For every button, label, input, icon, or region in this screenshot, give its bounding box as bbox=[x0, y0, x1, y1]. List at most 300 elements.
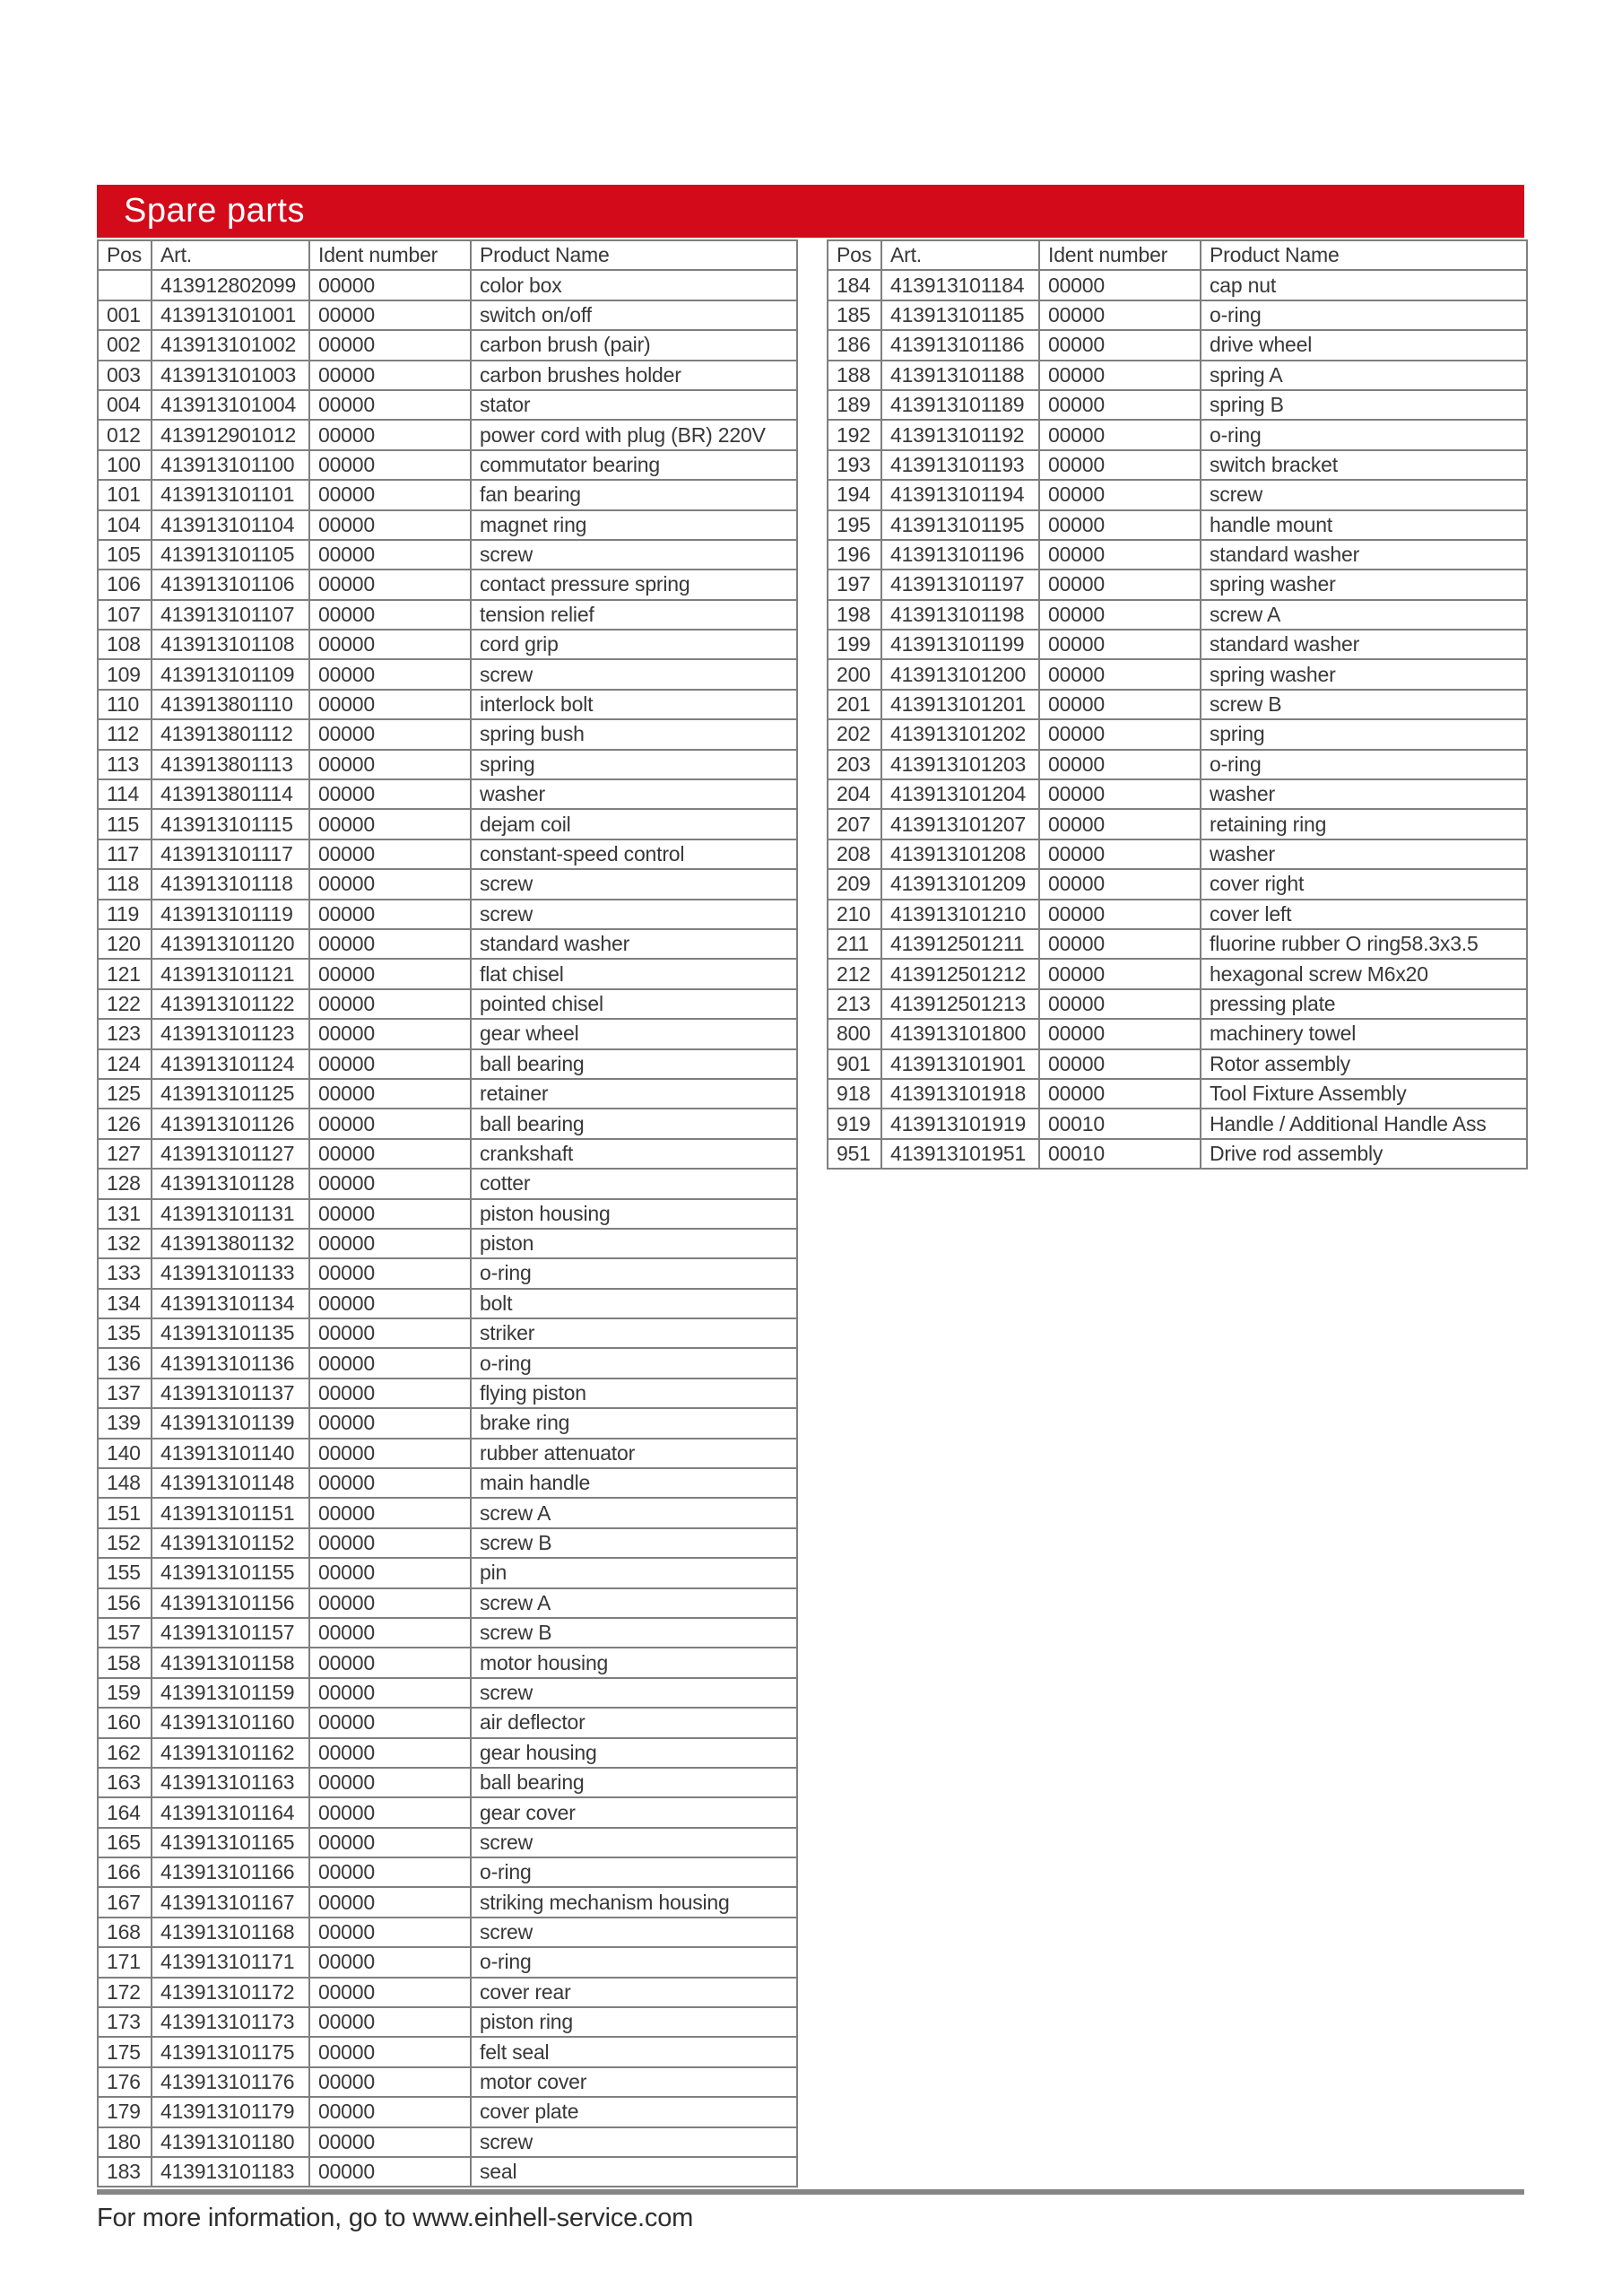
cell-product: striker bbox=[471, 1318, 797, 1348]
table-row bbox=[828, 1139, 1527, 1169]
table-row bbox=[98, 1109, 797, 1138]
cell-product: cord grip bbox=[471, 630, 797, 659]
cell-art: 413913101201 bbox=[881, 690, 1039, 719]
cell-pos: 901 bbox=[828, 1049, 881, 1079]
cell-ident: 00000 bbox=[309, 2097, 471, 2126]
cell-ident: 00000 bbox=[309, 1439, 471, 1468]
cell-art: 413913101171 bbox=[152, 1947, 309, 1977]
cell-ident: 00000 bbox=[309, 420, 471, 449]
cell-pos: 164 bbox=[98, 1797, 152, 1827]
cell-art: 413913101101 bbox=[152, 480, 309, 509]
table-row bbox=[828, 570, 1527, 599]
table-row bbox=[98, 330, 797, 360]
cell-product: gear wheel bbox=[471, 1019, 797, 1048]
cell-product: screw bbox=[471, 659, 797, 689]
cell-pos: 119 bbox=[98, 900, 152, 929]
cell-art: 413913101100 bbox=[152, 450, 309, 480]
cell-art: 413913101126 bbox=[152, 1109, 309, 1138]
table-row bbox=[98, 1558, 797, 1587]
cell-ident: 00010 bbox=[1039, 1109, 1201, 1138]
cell-product: Handle / Additional Handle Ass bbox=[1201, 1109, 1527, 1138]
table-row bbox=[98, 630, 797, 659]
cell-pos: 212 bbox=[828, 959, 881, 988]
cell-art: 413913101139 bbox=[152, 1408, 309, 1438]
cell-product: ball bearing bbox=[471, 1109, 797, 1138]
cell-art: 413913101195 bbox=[881, 510, 1039, 540]
table-row bbox=[98, 1947, 797, 1977]
cell-pos: 202 bbox=[828, 719, 881, 749]
cell-product: color box bbox=[471, 270, 797, 300]
cell-art: 413913101196 bbox=[881, 540, 1039, 570]
cell-product: retaining ring bbox=[1201, 809, 1527, 839]
cell-ident: 00000 bbox=[309, 1947, 471, 1977]
table-row bbox=[98, 270, 797, 300]
cell-ident: 00000 bbox=[309, 1528, 471, 1558]
table-row bbox=[828, 1019, 1527, 1048]
cell-art: 413913101188 bbox=[881, 361, 1039, 390]
cell-ident: 00000 bbox=[309, 900, 471, 929]
cell-ident: 00000 bbox=[1039, 510, 1201, 540]
table-row bbox=[98, 900, 797, 929]
cell-pos: 113 bbox=[98, 750, 152, 779]
cell-ident: 00000 bbox=[1039, 1049, 1201, 1079]
table-row bbox=[98, 1978, 797, 2007]
cell-art: 413913101175 bbox=[152, 2037, 309, 2066]
cell-ident: 00000 bbox=[1039, 869, 1201, 899]
cell-ident: 00000 bbox=[309, 1708, 471, 1737]
cell-ident: 00000 bbox=[309, 2127, 471, 2157]
cell-ident: 00000 bbox=[1039, 959, 1201, 988]
table-row bbox=[98, 1708, 797, 1737]
cell-pos: 213 bbox=[828, 989, 881, 1019]
table-row bbox=[98, 659, 797, 689]
cell-art: 413913101163 bbox=[152, 1768, 309, 1797]
table-row bbox=[98, 779, 797, 809]
table-row bbox=[828, 630, 1527, 659]
cell-product: standard washer bbox=[471, 929, 797, 959]
cell-product: bolt bbox=[471, 1289, 797, 1318]
cell-product: screw bbox=[471, 1828, 797, 1857]
table-row bbox=[98, 1918, 797, 1947]
cell-art: 413913101189 bbox=[881, 390, 1039, 420]
table-row bbox=[98, 1588, 797, 1618]
cell-pos: 163 bbox=[98, 1768, 152, 1797]
cell-pos: 012 bbox=[98, 420, 152, 449]
table-row bbox=[98, 1408, 797, 1438]
cell-ident: 00000 bbox=[1039, 929, 1201, 959]
cell-art: 413913101106 bbox=[152, 570, 309, 599]
column-header-pos: Pos bbox=[828, 240, 881, 270]
cell-art: 413913101156 bbox=[152, 1588, 309, 1618]
cell-product: cover right bbox=[1201, 869, 1527, 899]
cell-pos: 136 bbox=[98, 1348, 152, 1378]
cell-ident: 00000 bbox=[309, 929, 471, 959]
table-row bbox=[828, 600, 1527, 630]
cell-ident: 00000 bbox=[1039, 480, 1201, 509]
cell-pos: 173 bbox=[98, 2007, 152, 2037]
cell-ident: 00000 bbox=[1039, 989, 1201, 1019]
cell-pos: 118 bbox=[98, 869, 152, 899]
table-row bbox=[98, 1828, 797, 1857]
cell-art: 413912501213 bbox=[881, 989, 1039, 1019]
cell-product: screw B bbox=[471, 1528, 797, 1558]
table-row bbox=[98, 1378, 797, 1408]
cell-ident: 00000 bbox=[309, 1857, 471, 1887]
cell-pos: 158 bbox=[98, 1648, 152, 1677]
cell-ident: 00000 bbox=[309, 390, 471, 420]
cell-ident: 00000 bbox=[309, 1978, 471, 2007]
cell-product: screw bbox=[471, 1918, 797, 1947]
cell-ident: 00000 bbox=[309, 1618, 471, 1648]
cell-pos: 117 bbox=[98, 839, 152, 869]
cell-product: power cord with plug (BR) 220V bbox=[471, 420, 797, 449]
cell-product: piston bbox=[471, 1229, 797, 1258]
cell-pos: 108 bbox=[98, 630, 152, 659]
cell-pos: 157 bbox=[98, 1618, 152, 1648]
cell-pos: 156 bbox=[98, 1588, 152, 1618]
cell-ident: 00000 bbox=[309, 1139, 471, 1169]
cell-art: 413913101140 bbox=[152, 1439, 309, 1468]
cell-pos: 188 bbox=[828, 361, 881, 390]
cell-product: spring bbox=[1201, 719, 1527, 749]
table-row bbox=[98, 1648, 797, 1677]
cell-art: 413913101002 bbox=[152, 330, 309, 360]
cell-pos: 124 bbox=[98, 1049, 152, 1079]
cell-art: 413913101183 bbox=[152, 2157, 309, 2187]
cell-pos: 131 bbox=[98, 1199, 152, 1229]
cell-art: 413913101951 bbox=[881, 1139, 1039, 1169]
cell-ident: 00000 bbox=[309, 1229, 471, 1258]
table-row bbox=[98, 690, 797, 719]
cell-art: 413913801112 bbox=[152, 719, 309, 749]
table-row bbox=[828, 750, 1527, 779]
cell-art: 413913101121 bbox=[152, 959, 309, 988]
cell-ident: 00000 bbox=[309, 1648, 471, 1677]
cell-pos: 162 bbox=[98, 1738, 152, 1768]
cell-pos: 140 bbox=[98, 1439, 152, 1468]
cell-product: screw A bbox=[1201, 600, 1527, 630]
table-row bbox=[98, 1468, 797, 1498]
cell-ident: 00000 bbox=[1039, 420, 1201, 449]
cell-ident: 00000 bbox=[309, 1049, 471, 1079]
table-row bbox=[98, 929, 797, 959]
cell-art: 413913101123 bbox=[152, 1019, 309, 1048]
cell-ident: 00000 bbox=[309, 1828, 471, 1857]
table-row bbox=[828, 779, 1527, 809]
table-row bbox=[98, 1289, 797, 1318]
cell-product: fan bearing bbox=[471, 480, 797, 509]
cell-art: 413913101148 bbox=[152, 1468, 309, 1498]
cell-ident: 00000 bbox=[1039, 1079, 1201, 1109]
cell-ident: 00000 bbox=[1039, 600, 1201, 630]
cell-ident: 00000 bbox=[1039, 361, 1201, 390]
cell-pos: 180 bbox=[98, 2127, 152, 2157]
cell-product: o-ring bbox=[1201, 420, 1527, 449]
cell-product: carbon brush (pair) bbox=[471, 330, 797, 360]
cell-product: spring B bbox=[1201, 390, 1527, 420]
cell-product: o-ring bbox=[471, 1258, 797, 1288]
table-row bbox=[98, 1857, 797, 1887]
spare-parts-page bbox=[97, 185, 1524, 2233]
cell-pos: 106 bbox=[98, 570, 152, 599]
cell-product: carbon brushes holder bbox=[471, 361, 797, 390]
table-row bbox=[828, 959, 1527, 988]
cell-product: washer bbox=[471, 779, 797, 809]
column-header-art: Art. bbox=[152, 240, 309, 270]
cell-product: screw bbox=[1201, 480, 1527, 509]
cell-pos: 148 bbox=[98, 1468, 152, 1498]
cell-ident: 00000 bbox=[309, 510, 471, 540]
cell-ident: 00000 bbox=[1039, 659, 1201, 689]
cell-art: 413912802099 bbox=[152, 270, 309, 300]
table-row bbox=[98, 1229, 797, 1258]
cell-pos: 132 bbox=[98, 1229, 152, 1258]
cell-ident: 00000 bbox=[1039, 719, 1201, 749]
cell-pos: 919 bbox=[828, 1109, 881, 1138]
column-header-product: Product Name bbox=[1201, 240, 1527, 270]
cell-product: motor housing bbox=[471, 1648, 797, 1677]
cell-art: 413913101210 bbox=[881, 900, 1039, 929]
cell-pos: 203 bbox=[828, 750, 881, 779]
footer-note: For more information, go to www.einhell-service.com bbox=[97, 2204, 694, 2233]
cell-art: 413913101109 bbox=[152, 659, 309, 689]
cell-product: retainer bbox=[471, 1079, 797, 1109]
cell-product: screw A bbox=[471, 1588, 797, 1618]
cell-product: crankshaft bbox=[471, 1139, 797, 1169]
column-header-ident: Ident number bbox=[1039, 240, 1201, 270]
cell-pos: 210 bbox=[828, 900, 881, 929]
table-row bbox=[98, 570, 797, 599]
cell-art: 413913101155 bbox=[152, 1558, 309, 1587]
cell-ident: 00000 bbox=[1039, 390, 1201, 420]
cell-product: magnet ring bbox=[471, 510, 797, 540]
cell-product: tension relief bbox=[471, 600, 797, 630]
cell-art: 413913101157 bbox=[152, 1618, 309, 1648]
cell-art: 413913101167 bbox=[152, 1887, 309, 1917]
table-row bbox=[98, 1049, 797, 1079]
cell-ident: 00000 bbox=[309, 1079, 471, 1109]
cell-art: 413913101165 bbox=[152, 1828, 309, 1857]
table-row bbox=[98, 1079, 797, 1109]
table-row bbox=[828, 390, 1527, 420]
table-row bbox=[98, 1528, 797, 1558]
cell-product: drive wheel bbox=[1201, 330, 1527, 360]
table-row bbox=[828, 989, 1527, 1019]
cell-product: switch bracket bbox=[1201, 450, 1527, 480]
spare-parts-banner bbox=[97, 185, 1524, 238]
table-row bbox=[98, 809, 797, 839]
cell-art: 413913101203 bbox=[881, 750, 1039, 779]
table-row bbox=[98, 420, 797, 449]
table-row bbox=[98, 540, 797, 570]
table-row bbox=[828, 510, 1527, 540]
column-header-product: Product Name bbox=[471, 240, 797, 270]
cell-ident: 00000 bbox=[309, 2157, 471, 2187]
cell-pos: 800 bbox=[828, 1019, 881, 1048]
cell-product: rubber attenuator bbox=[471, 1439, 797, 1468]
cell-ident: 00000 bbox=[309, 630, 471, 659]
cell-ident: 00000 bbox=[1039, 540, 1201, 570]
cell-art: 413913101172 bbox=[152, 1978, 309, 2007]
cell-product: ball bearing bbox=[471, 1049, 797, 1079]
cell-product: Drive rod assembly bbox=[1201, 1139, 1527, 1169]
cell-product: screw bbox=[471, 2127, 797, 2157]
cell-art: 413913101134 bbox=[152, 1289, 309, 1318]
cell-art: 413912901012 bbox=[152, 420, 309, 449]
cell-pos: 176 bbox=[98, 2067, 152, 2097]
table-row bbox=[828, 330, 1527, 360]
cell-ident: 00000 bbox=[309, 1169, 471, 1198]
cell-art: 413913101105 bbox=[152, 540, 309, 570]
cell-pos: 197 bbox=[828, 570, 881, 599]
cell-pos: 160 bbox=[98, 1708, 152, 1737]
cell-pos: 134 bbox=[98, 1289, 152, 1318]
table-row bbox=[828, 1079, 1527, 1109]
cell-pos: 128 bbox=[98, 1169, 152, 1198]
table-row bbox=[98, 2127, 797, 2157]
cell-art: 413913101200 bbox=[881, 659, 1039, 689]
cell-pos: 167 bbox=[98, 1887, 152, 1917]
table-row bbox=[98, 2067, 797, 2097]
table-row bbox=[98, 390, 797, 420]
table-row bbox=[98, 989, 797, 1019]
cell-product: spring bbox=[471, 750, 797, 779]
cell-product: handle mount bbox=[1201, 510, 1527, 540]
cell-art: 413913101159 bbox=[152, 1678, 309, 1708]
cell-ident: 00000 bbox=[309, 1678, 471, 1708]
cell-art: 413913101194 bbox=[881, 480, 1039, 509]
cell-pos: 192 bbox=[828, 420, 881, 449]
cell-art: 413913101800 bbox=[881, 1019, 1039, 1048]
cell-pos: 189 bbox=[828, 390, 881, 420]
cell-product: Tool Fixture Assembly bbox=[1201, 1079, 1527, 1109]
cell-art: 413913101179 bbox=[152, 2097, 309, 2126]
cell-art: 413913101193 bbox=[881, 450, 1039, 480]
cell-ident: 00000 bbox=[309, 839, 471, 869]
table-row bbox=[828, 540, 1527, 570]
cell-pos: 120 bbox=[98, 929, 152, 959]
cell-product: felt seal bbox=[471, 2037, 797, 2066]
cell-pos: 168 bbox=[98, 1918, 152, 1947]
cell-product: washer bbox=[1201, 839, 1527, 869]
cell-product: dejam coil bbox=[471, 809, 797, 839]
cell-product: pressing plate bbox=[1201, 989, 1527, 1019]
cell-pos: 105 bbox=[98, 540, 152, 570]
cell-art: 413913101202 bbox=[881, 719, 1039, 749]
cell-product: motor cover bbox=[471, 2067, 797, 2097]
cell-art: 413913101120 bbox=[152, 929, 309, 959]
cell-product: cover left bbox=[1201, 900, 1527, 929]
cell-pos: 133 bbox=[98, 1258, 152, 1288]
cell-product: interlock bolt bbox=[471, 690, 797, 719]
cell-product: commutator bearing bbox=[471, 450, 797, 480]
table-row bbox=[828, 361, 1527, 390]
spare-parts-table-left bbox=[97, 239, 798, 2187]
cell-ident: 00000 bbox=[309, 2007, 471, 2037]
cell-pos: 951 bbox=[828, 1139, 881, 1169]
cell-ident: 00000 bbox=[309, 1797, 471, 1827]
footer-divider bbox=[97, 2189, 1524, 2195]
cell-product: Rotor assembly bbox=[1201, 1049, 1527, 1079]
table-row bbox=[828, 929, 1527, 959]
table-row bbox=[98, 839, 797, 869]
cell-pos: 172 bbox=[98, 1978, 152, 2007]
cell-product: screw bbox=[471, 900, 797, 929]
cell-art: 413913101136 bbox=[152, 1348, 309, 1378]
cell-art: 413913101001 bbox=[152, 300, 309, 330]
cell-ident: 00000 bbox=[309, 2067, 471, 2097]
table-row bbox=[98, 600, 797, 630]
cell-product: fluorine rubber O ring58.3x3.5 bbox=[1201, 929, 1527, 959]
cell-product: cover rear bbox=[471, 1978, 797, 2007]
column-header-pos: Pos bbox=[98, 240, 152, 270]
table-row bbox=[828, 900, 1527, 929]
cell-ident: 00000 bbox=[309, 869, 471, 899]
table-row bbox=[98, 1019, 797, 1048]
cell-ident: 00000 bbox=[309, 540, 471, 570]
cell-pos: 126 bbox=[98, 1109, 152, 1138]
cell-pos: 183 bbox=[98, 2157, 152, 2187]
table-row bbox=[98, 1169, 797, 1198]
table-row bbox=[98, 450, 797, 480]
table-row bbox=[828, 659, 1527, 689]
cell-product: cotter bbox=[471, 1169, 797, 1198]
cell-art: 413913101184 bbox=[881, 270, 1039, 300]
cell-art: 413913101158 bbox=[152, 1648, 309, 1677]
table-row bbox=[828, 839, 1527, 869]
cell-art: 413913101004 bbox=[152, 390, 309, 420]
cell-ident: 00000 bbox=[309, 1558, 471, 1587]
cell-ident: 00000 bbox=[309, 570, 471, 599]
cell-pos: 135 bbox=[98, 1318, 152, 1348]
cell-pos: 193 bbox=[828, 450, 881, 480]
cell-ident: 00000 bbox=[309, 1109, 471, 1138]
table-row bbox=[98, 1887, 797, 1917]
cell-product: air deflector bbox=[471, 1708, 797, 1737]
cell-pos: 918 bbox=[828, 1079, 881, 1109]
cell-art: 413913101003 bbox=[152, 361, 309, 390]
cell-ident: 00000 bbox=[309, 1199, 471, 1229]
cell-product: o-ring bbox=[471, 1348, 797, 1378]
cell-pos: 152 bbox=[98, 1528, 152, 1558]
cell-art: 413913101117 bbox=[152, 839, 309, 869]
table-row bbox=[828, 690, 1527, 719]
table-row bbox=[98, 2007, 797, 2037]
cell-art: 413912501212 bbox=[881, 959, 1039, 988]
cell-ident: 00000 bbox=[1039, 300, 1201, 330]
cell-product: washer bbox=[1201, 779, 1527, 809]
cell-ident: 00000 bbox=[309, 959, 471, 988]
cell-product: screw bbox=[471, 869, 797, 899]
cell-product: main handle bbox=[471, 1468, 797, 1498]
cell-product: ball bearing bbox=[471, 1768, 797, 1797]
cell-ident: 00000 bbox=[309, 809, 471, 839]
cell-ident: 00000 bbox=[309, 330, 471, 360]
table-row bbox=[98, 750, 797, 779]
cell-product: spring washer bbox=[1201, 570, 1527, 599]
table-row bbox=[98, 1439, 797, 1468]
cell-ident: 00000 bbox=[309, 1348, 471, 1378]
cell-art: 413913101131 bbox=[152, 1199, 309, 1229]
cell-art: 413913101107 bbox=[152, 600, 309, 630]
cell-product: constant-speed control bbox=[471, 839, 797, 869]
cell-pos: 201 bbox=[828, 690, 881, 719]
cell-art: 413913101108 bbox=[152, 630, 309, 659]
cell-pos: 001 bbox=[98, 300, 152, 330]
cell-product: spring bush bbox=[471, 719, 797, 749]
cell-art: 413913101127 bbox=[152, 1139, 309, 1169]
cell-ident: 00000 bbox=[1039, 330, 1201, 360]
